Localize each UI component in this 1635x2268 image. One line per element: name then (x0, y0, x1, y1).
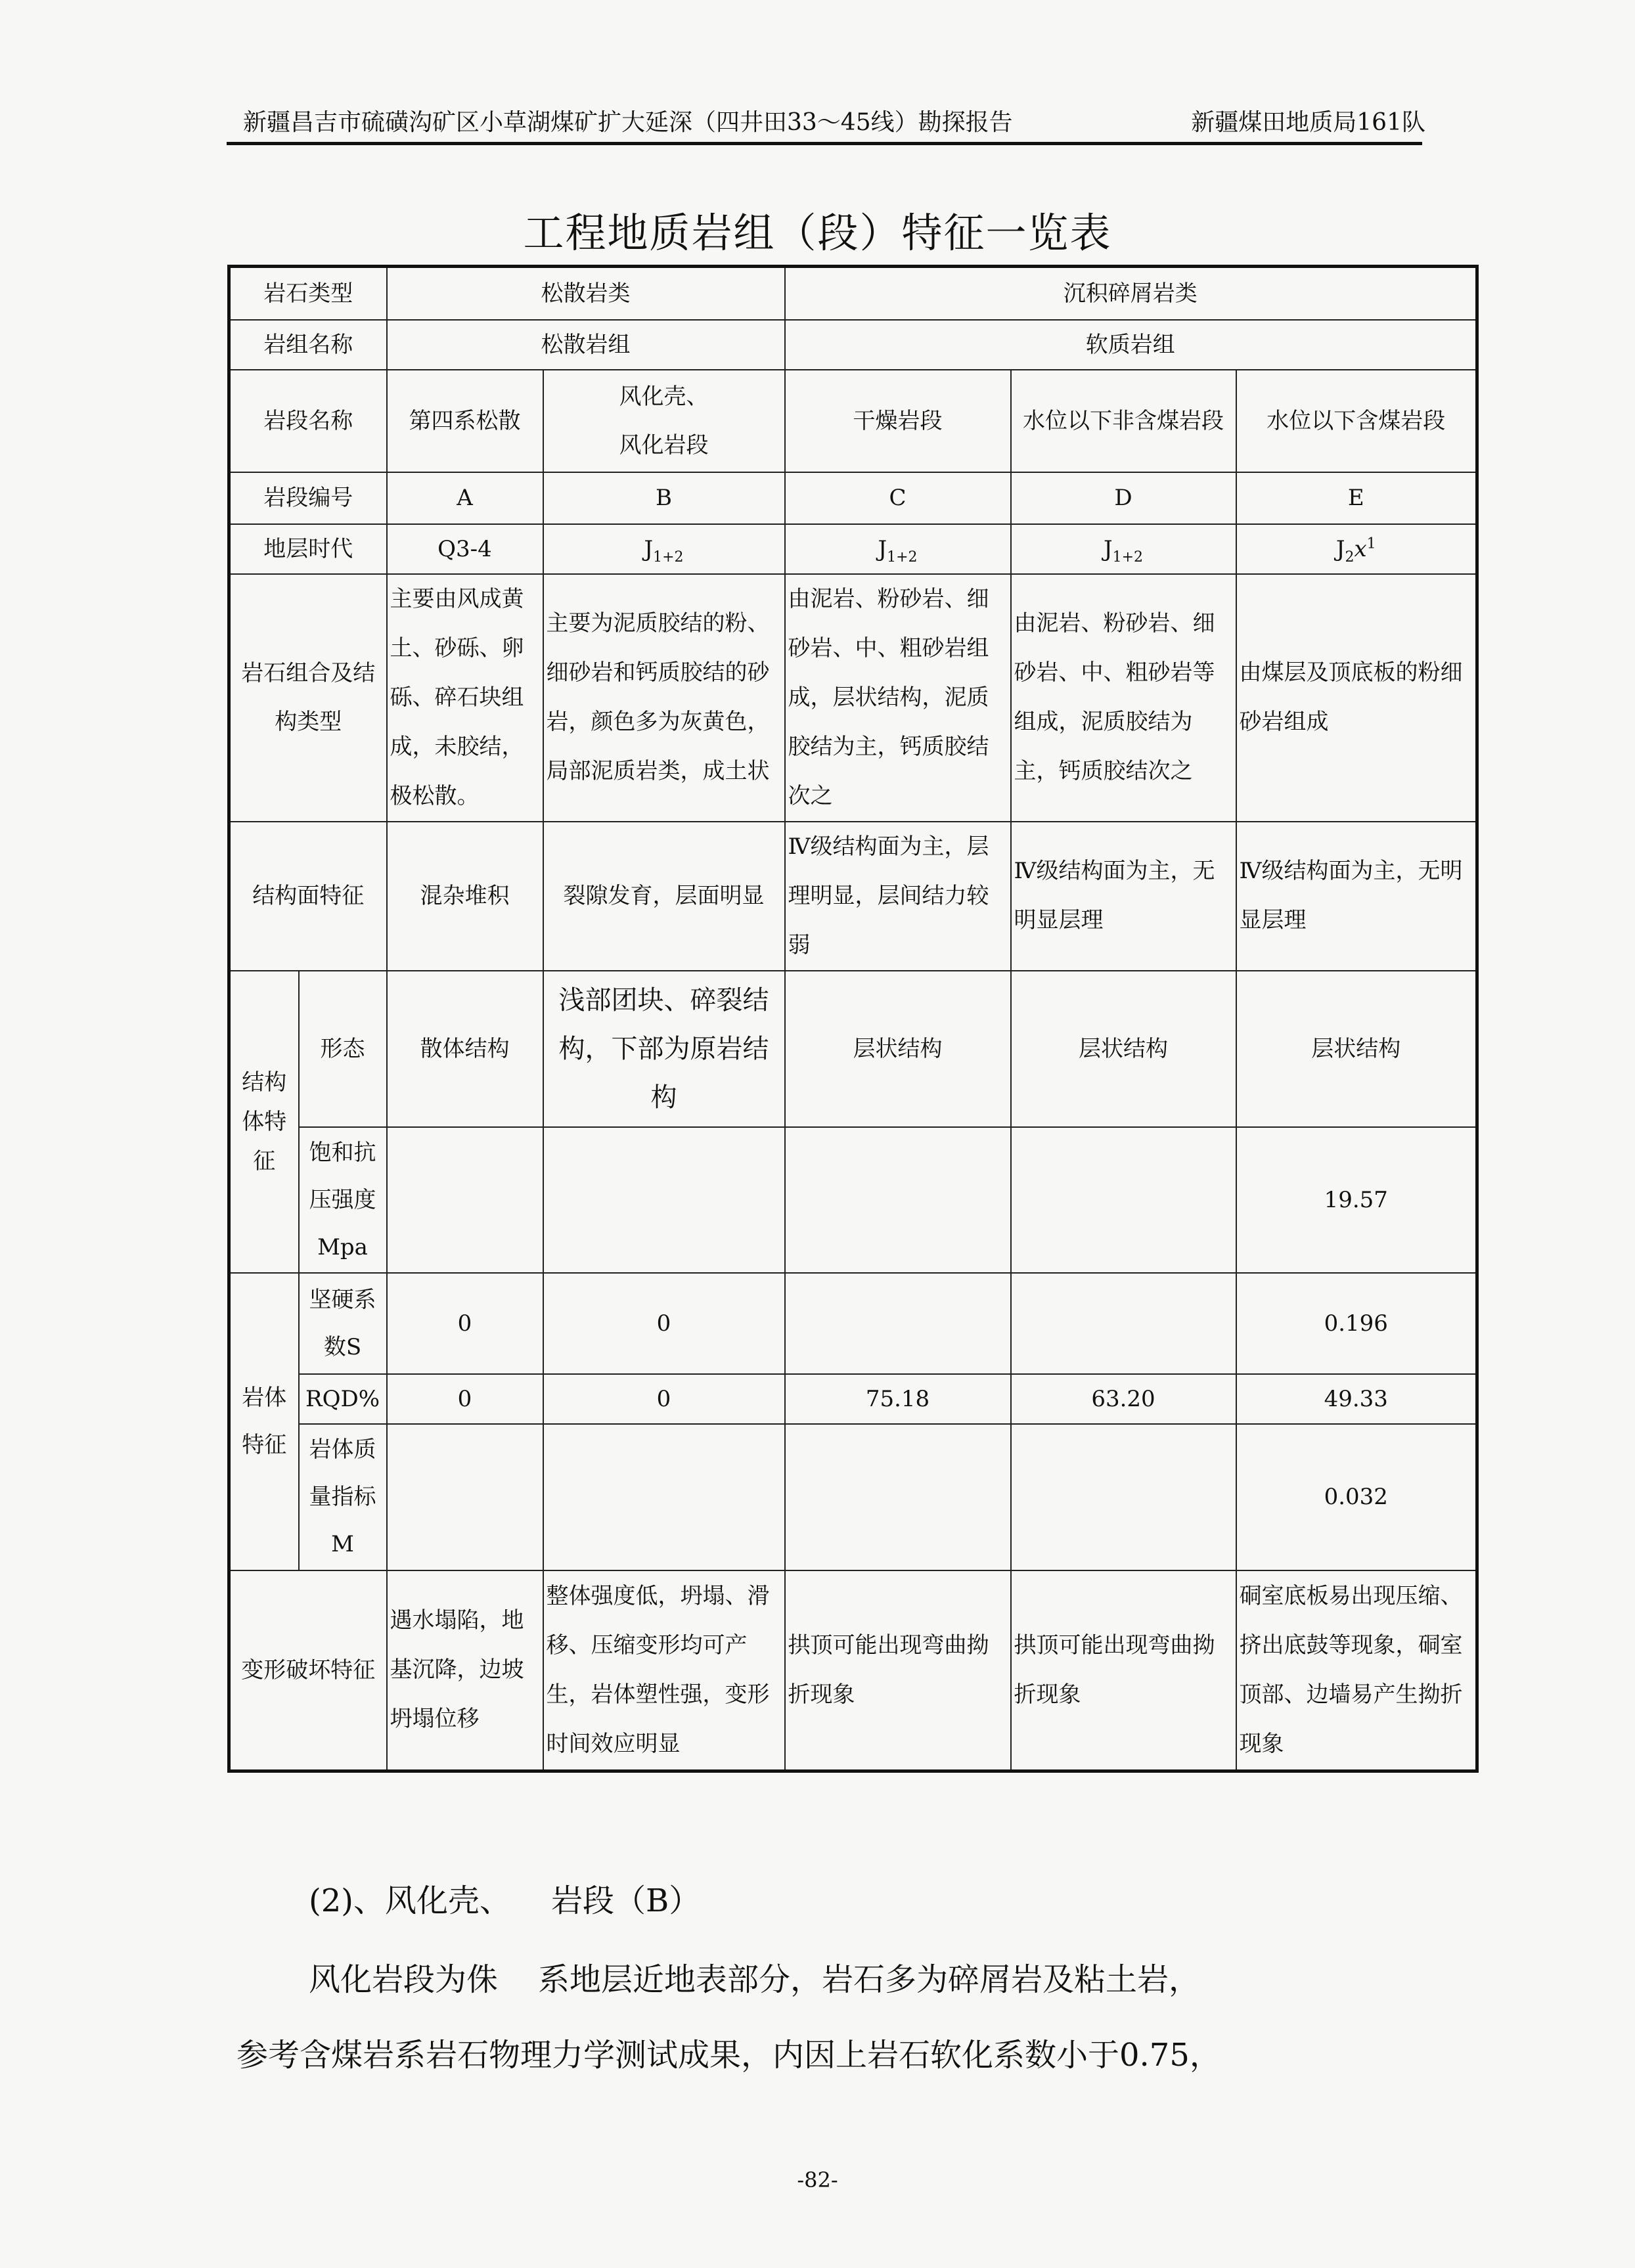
table-cell: J (1335, 535, 1345, 562)
table-cell: C (785, 472, 1011, 524)
table-cell: 由泥岩、粉砂岩、细砂岩、中、粗砂岩等组成，泥质胶结为主，钙质胶结次之 (1011, 574, 1236, 822)
table-title: 工程地质岩组（段）特征一览表 (523, 209, 1112, 257)
table-cell: x (1354, 535, 1367, 562)
table-cell: 由煤层及顶底板的粉细砂岩组成 (1236, 574, 1477, 822)
table-cell: 形态 (299, 971, 387, 1127)
table-cell: 地层时代 (229, 524, 387, 574)
table-cell: 坚硬系数S (299, 1273, 387, 1374)
running-header (243, 104, 1425, 137)
table-cell: 层状结构 (1011, 971, 1236, 1127)
table-row (229, 320, 1477, 370)
empty-cell (1011, 524, 1236, 574)
table-cell: 49.33 (1236, 1374, 1477, 1424)
table-cell: 1 (1366, 535, 1376, 552)
header-right: 新疆煤田地质局161队 (1191, 109, 1425, 136)
table-cell: 岩石组合及结构类型 (229, 574, 387, 822)
table-cell: 0 (387, 1374, 543, 1424)
empty-cell (785, 1273, 1011, 1374)
empty-cell (785, 1127, 1011, 1273)
table-cell: 松散岩组 (387, 320, 785, 370)
table-cell: 沉积碎屑岩类 (785, 267, 1477, 320)
empty-cell (785, 1424, 1011, 1570)
table-cell: 岩体特征 (229, 1273, 299, 1570)
empty-cell (387, 1424, 543, 1570)
table-cell: 0 (543, 1374, 785, 1424)
table-cell: Ⅳ级结构面为主，层理明显，层间结力较弱 (785, 822, 1011, 971)
table-cell: D (1011, 472, 1236, 524)
table-cell: E (1236, 472, 1477, 524)
table-cell: 1+2 (887, 548, 918, 566)
table-cell: 岩石类型 (229, 267, 387, 320)
table-cell: 0 (387, 1273, 543, 1374)
table-cell: 结构体特征 (229, 971, 299, 1273)
table-cell: 19.57 (1236, 1127, 1477, 1273)
table-cell: J (644, 535, 654, 562)
table-cell: 0.196 (1236, 1273, 1477, 1374)
table-cell: 0 (543, 1273, 785, 1374)
paragraph-line: 参考含煤岩系岩石物理力学测试成果，内因上岩石软化系数小于0.75， (236, 2037, 1221, 2074)
table-cell: 软质岩组 (785, 320, 1477, 370)
table-cell: 1+2 (653, 548, 684, 566)
table-cell: 拱顶可能出现弯曲拗折现象 (785, 1570, 1011, 1771)
table-cell: 风化壳、 风化岩段 (543, 370, 785, 472)
table-cell: Q3-4 (387, 524, 543, 574)
empty-cell (543, 524, 785, 574)
rock-group-table (227, 265, 1479, 1773)
table-cell: 硐室底板易出现压缩、挤出底鼓等现象，硐室顶部、边墙易产生拗折现象 (1236, 1570, 1477, 1771)
header-left: 新疆昌吉市硫磺沟矿区小草湖煤矿扩大延深（四井田33～45线）勘探报告 (243, 109, 1013, 136)
empty-cell (1236, 524, 1477, 574)
table-row (229, 1570, 1477, 1771)
table-cell: 岩段编号 (229, 472, 387, 524)
table-cell: 裂隙发育，层面明显 (543, 822, 785, 971)
table-cell: 层状结构 (1236, 971, 1477, 1127)
table-cell: 干燥岩段 (785, 370, 1011, 472)
table-cell: 混杂堆积 (387, 822, 543, 971)
paragraph-line: 风化岩段为侏 系地层近地表部分，岩石多为碎屑岩及粘土岩， (309, 1961, 1201, 1998)
table-cell: 岩段名称 (229, 370, 387, 472)
table-cell: 63.20 (1011, 1374, 1236, 1424)
table-cell: 饱和抗压强度Mpa (299, 1127, 387, 1273)
empty-cell (785, 524, 1011, 574)
table-row (229, 1273, 1477, 1374)
table-row (229, 1424, 1477, 1570)
table-row (229, 267, 1477, 320)
table-cell: 水位以下非含煤岩段 (1011, 370, 1236, 472)
table-cell: 拱顶可能出现弯曲拗折现象 (1011, 1570, 1236, 1771)
table-cell: 松散岩类 (387, 267, 785, 320)
table-cell: 结构面特征 (229, 822, 387, 971)
table-cell: B (543, 472, 785, 524)
header-rule (227, 142, 1422, 145)
table-cell: 岩体质量指标M (299, 1424, 387, 1570)
table-cell: 75.18 (785, 1374, 1011, 1424)
empty-cell (543, 1424, 785, 1570)
empty-cell (387, 1127, 543, 1273)
table-row (229, 1374, 1477, 1424)
page-number: -82- (797, 2168, 838, 2192)
empty-cell (1011, 1273, 1236, 1374)
table-cell: 由泥岩、粉砂岩、细砂岩、中、粗砂岩组成，层状结构，泥质胶结为主，钙质胶结次之 (785, 574, 1011, 822)
table-row (229, 524, 1477, 574)
table-cell: 主要为泥质胶结的粉、细砂岩和钙质胶结的砂岩，颜色多为灰黄色，局部泥质岩类，成土状 (543, 574, 785, 822)
empty-cell (543, 1127, 785, 1273)
table-cell: A (387, 472, 543, 524)
empty-cell (1011, 1424, 1236, 1570)
table-cell: 主要由风成黄土、砂砾、卵砾、碎石块组成，未胶结，极松散。 (387, 574, 543, 822)
table-cell: Ⅳ级结构面为主，无明显层理 (1236, 822, 1477, 971)
subheading: (2)、风化壳、 岩段（B） (309, 1882, 701, 1919)
table-row (229, 370, 1477, 472)
table-cell: 层状结构 (785, 971, 1011, 1127)
table-cell: 岩组名称 (229, 320, 387, 370)
table-row (229, 971, 1477, 1127)
table-cell: Ⅳ级结构面为主，无明显层理 (1011, 822, 1236, 971)
table-cell: 变形破坏特征 (229, 1570, 387, 1771)
table-row (229, 822, 1477, 971)
table-cell: 遇水塌陷，地基沉降，边坡坍塌位移 (387, 1570, 543, 1771)
table-cell: 2 (1345, 548, 1355, 566)
table-row (229, 472, 1477, 524)
table-cell: J (1103, 535, 1113, 562)
table-cell: J (878, 535, 887, 562)
empty-cell (1011, 1127, 1236, 1273)
table-row (229, 574, 1477, 822)
table-cell: 散体结构 (387, 971, 543, 1127)
table-cell: 浅部团块、碎裂结构，下部为原岩结构 (543, 971, 785, 1127)
table-cell: 水位以下含煤岩段 (1236, 370, 1477, 472)
table-cell: 1+2 (1112, 548, 1144, 566)
table-row (229, 1127, 1477, 1273)
table-cell: 第四系松散 (387, 370, 543, 472)
table-cell: 0.032 (1236, 1424, 1477, 1570)
table-cell: 整体强度低，坍塌、滑移、压缩变形均可产生，岩体塑性强，变形时间效应明显 (543, 1570, 785, 1771)
table-cell: RQD% (299, 1374, 387, 1424)
